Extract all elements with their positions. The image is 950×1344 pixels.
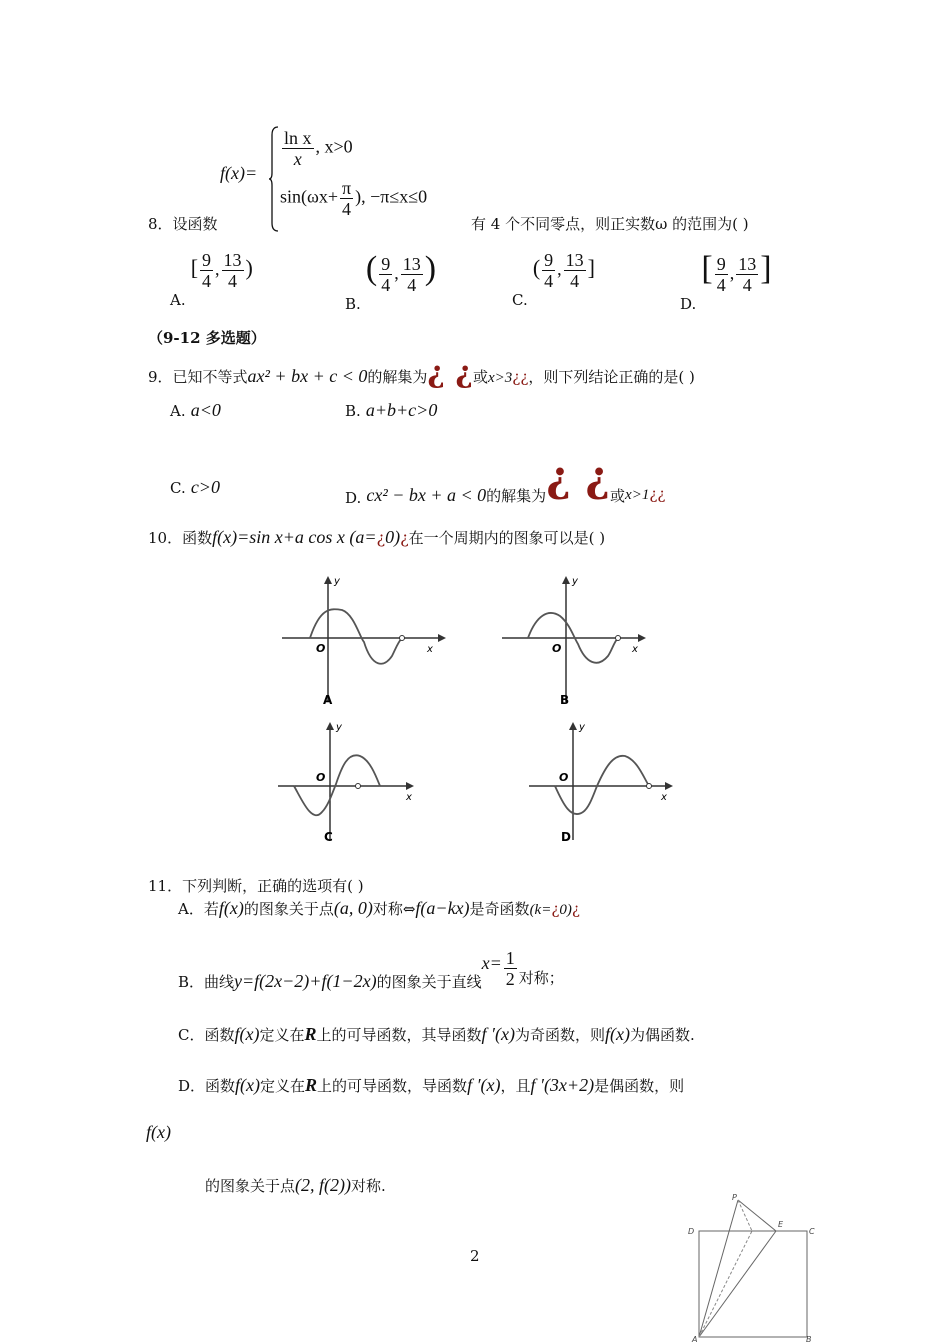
x-axis-label: x xyxy=(632,644,638,655)
q11-d-fx3: f(x) xyxy=(146,1122,171,1142)
q11-stem: 11．下列判断，正确的选项有( ) xyxy=(148,877,364,895)
q9-d-glyph2: ¿¿ xyxy=(649,485,666,503)
q8-tail: 有 4 个不同零点，则正实数ω 的范围为( ) xyxy=(471,215,749,233)
frac-num: 13 xyxy=(402,254,421,274)
q10-graph-d[interactable] xyxy=(527,720,697,850)
q11-a-pre: A．若 xyxy=(178,900,219,918)
frac-den: 4 xyxy=(407,275,417,295)
frac-den: 2 xyxy=(505,969,515,989)
q11-d-fp2: f ′(3x+2) xyxy=(530,1075,595,1095)
q11-c-pre: C．函数 xyxy=(178,1026,235,1044)
q10-expr: f(x)=sin x+a cos x (a= xyxy=(212,527,377,547)
q11-b-tail: 对称； xyxy=(518,969,564,987)
q8-option-c[interactable]: C. ( $\frac{9}{4}$ , $\frac{13}{4}$ ] xyxy=(512,250,595,309)
q11-b-x: x= xyxy=(481,953,502,973)
q11-c-odd: 为奇函数，则 xyxy=(514,1026,605,1044)
q11-c-r: R xyxy=(304,1024,317,1044)
point-b-label: B xyxy=(806,1335,812,1344)
point-e-label: E xyxy=(778,1220,784,1229)
q9-a-text: a<0 xyxy=(190,400,221,420)
frac-den: 4 xyxy=(228,271,238,291)
q8-case1 xyxy=(280,128,353,169)
y-axis-label: y xyxy=(572,576,578,587)
q11-option-d[interactable] xyxy=(178,1075,684,1096)
q11-d-even: 是偶函数，则 xyxy=(594,1077,685,1095)
option-label: D. xyxy=(345,489,362,507)
q9-mid: 的解集为 xyxy=(367,368,428,386)
bracket-close: ] xyxy=(760,250,772,287)
q11-a-k2: 0) xyxy=(559,902,572,918)
q10-glyph2: ¿ xyxy=(400,528,409,547)
q11-c-def: 定义在 xyxy=(259,1026,305,1044)
q8-option-a[interactable]: A. [ $\frac{9}{4}$ , $\frac{13}{4}$ ) xyxy=(170,250,253,309)
bracket-open: [ xyxy=(190,255,199,280)
option-label: D. xyxy=(680,295,697,313)
q10-stem xyxy=(148,527,605,548)
q9-stem xyxy=(148,355,695,390)
q11-c-tail: 为偶函数. xyxy=(629,1026,695,1044)
y-axis-label: y xyxy=(334,576,340,587)
q11-a-k: (k= xyxy=(529,902,552,918)
q11-d-mid: 上的可导函数，导函数 xyxy=(317,1077,468,1095)
q11-d-last: 的图象关于点 xyxy=(205,1177,296,1195)
origin-label: O xyxy=(552,642,562,655)
y-axis-label: y xyxy=(336,722,342,733)
q11-c-fx2: f(x) xyxy=(604,1024,630,1044)
q8-fx: f(x)= xyxy=(220,163,258,183)
q11-a-glyph: ¿ xyxy=(551,900,560,918)
q8-case1-den: x xyxy=(293,149,302,169)
bracket-close: ] xyxy=(587,255,595,280)
q11-b-expr: y=f(2x−2)+f(1−2x) xyxy=(234,971,377,991)
q11-d-point: (2, f(2)) xyxy=(295,1175,351,1195)
q11-b-mid: 的图象关于直线 xyxy=(376,973,482,991)
frac-den: 4 xyxy=(381,275,391,295)
page-number: 2 xyxy=(470,1247,480,1265)
q11-d-fp: f ′(x) xyxy=(467,1075,501,1095)
bracket-open: ( xyxy=(365,250,378,287)
q8-case2-four: 4 xyxy=(342,199,352,219)
q11-b-pre: B．曲线 xyxy=(178,973,235,991)
q9-option-a[interactable] xyxy=(170,400,221,421)
frac-num: 1 xyxy=(505,948,515,968)
q11-a-mid: 的图象关于点 xyxy=(243,900,334,918)
q11-option-a[interactable] xyxy=(178,898,580,919)
q10-graph-c[interactable] xyxy=(276,720,446,850)
option-label: C. xyxy=(170,479,186,497)
q11-d-continuation xyxy=(205,1175,386,1196)
q11-a-sym: 对称⇔ xyxy=(372,900,416,918)
q11-d-fx: f(x) xyxy=(235,1075,261,1095)
x-axis-label: x xyxy=(406,792,412,803)
q11-d-tail: 对称. xyxy=(351,1177,386,1195)
q9-glyph2: ¿¿ xyxy=(512,368,529,386)
q11-a-f2: f(a−kx) xyxy=(415,898,470,918)
q11-a-point: (a, 0) xyxy=(333,898,373,918)
graph-label-a: A xyxy=(323,693,333,707)
point-p-label: P xyxy=(732,1193,737,1202)
y-axis-label: y xyxy=(579,722,585,733)
q8-case1-num: ln x xyxy=(284,128,312,148)
q11-d-and: ，且 xyxy=(500,1077,531,1095)
q10-glyph: ¿ xyxy=(376,528,386,547)
q10-number: 10．函数 xyxy=(148,529,213,547)
section-heading: （9-12 多选题） xyxy=(148,329,266,347)
q8-case2 xyxy=(280,178,427,219)
q9-c-text: c>0 xyxy=(190,477,220,497)
frac-den: 4 xyxy=(202,271,212,291)
q11-option-c[interactable] xyxy=(178,1024,695,1045)
q8-case2-post: ), −π≤x≤0 xyxy=(355,186,428,207)
point-a-label: A xyxy=(692,1335,698,1344)
frac-num: 9 xyxy=(202,250,212,270)
frac-num: 13 xyxy=(565,250,584,270)
q9-cond: x>3 xyxy=(488,370,513,386)
q9-or: 或 xyxy=(472,368,488,386)
option-label: A. xyxy=(170,402,186,420)
q9-glyph: ¿ ¿ xyxy=(427,355,473,390)
origin-label: O xyxy=(316,642,326,655)
frac-num: 9 xyxy=(716,254,726,274)
q8-option-d[interactable]: D. [ $\frac{9}{4}$ , $\frac{13}{4}$ ] xyxy=(680,250,772,313)
q9-option-b[interactable] xyxy=(345,400,437,421)
graph-label-b: B xyxy=(560,693,570,707)
q9-number: 9．已知不等式 xyxy=(148,368,248,386)
q8-case2-pi: π xyxy=(342,178,352,198)
q9-d-text: cx² − bx + a < 0 xyxy=(366,485,487,505)
x-axis-label: x xyxy=(427,644,433,655)
bracket-open: [ xyxy=(701,250,713,287)
q11-c-fp: f ′(x) xyxy=(481,1024,515,1044)
q11-a-is: 是奇函数 xyxy=(469,900,530,918)
q9-tail: ，则下列结论正确的是( ) xyxy=(528,368,695,386)
frac-den: 4 xyxy=(570,271,580,291)
q10-tail: 在一个周期内的图象可以是( ) xyxy=(408,529,606,547)
point-d-label: D xyxy=(688,1227,695,1236)
q9-inequality: ax² + bx + c < 0 xyxy=(247,366,368,386)
q10-graph-b[interactable] xyxy=(500,572,670,712)
q8-option-b[interactable]: B. ( $\frac{9}{4}$ , $\frac{13}{4}$ ) xyxy=(345,250,437,313)
q8-case2-pre: sin(ωx+ xyxy=(280,186,338,207)
q9-d-cond: x>1 xyxy=(625,487,650,503)
q11-c-fx: f(x) xyxy=(234,1024,260,1044)
q11-a-glyph2: ¿ xyxy=(571,900,580,918)
option-label: B. xyxy=(345,295,361,313)
option-label: C. xyxy=(512,291,528,309)
q8-piecewise-brace xyxy=(268,125,280,233)
q11-d-def: 定义在 xyxy=(260,1077,306,1095)
option-label: A. xyxy=(170,291,186,309)
option-label: B. xyxy=(345,402,361,420)
frac-num: 13 xyxy=(223,250,242,270)
q11-d-r: R xyxy=(305,1075,318,1095)
geometry-figure xyxy=(682,1190,822,1344)
bracket-close: ) xyxy=(424,250,437,287)
q11-c-mid: 上的可导函数，其导函数 xyxy=(316,1026,482,1044)
q8-number: 8．设函数 xyxy=(148,215,218,233)
frac-den: 4 xyxy=(544,271,554,291)
q11-option-b[interactable] xyxy=(178,948,564,989)
origin-label: O xyxy=(316,771,326,784)
q9-option-d[interactable] xyxy=(345,452,666,507)
bracket-close: ) xyxy=(245,255,253,280)
frac-num: 9 xyxy=(381,254,391,274)
origin-label: O xyxy=(559,771,569,784)
q10-expr2: 0) xyxy=(385,527,401,547)
q8-case1-cond: , x>0 xyxy=(315,136,353,157)
q9-d-or: 或 xyxy=(610,487,626,505)
frac-num: 13 xyxy=(738,254,757,274)
q9-d-mid: 的解集为 xyxy=(486,487,547,505)
q10-graph-a[interactable] xyxy=(280,572,450,712)
graph-label-d: D xyxy=(561,830,571,844)
q9-b-text: a+b+c>0 xyxy=(365,400,438,420)
frac-den: 4 xyxy=(742,275,752,295)
q9-option-c[interactable] xyxy=(170,477,220,498)
graph-label-c: C xyxy=(324,830,333,844)
x-axis-label: x xyxy=(661,792,667,803)
q11-a-fx: f(x) xyxy=(218,898,244,918)
q9-d-glyph: ¿ ¿ xyxy=(546,452,611,501)
bracket-open: ( xyxy=(532,255,541,280)
point-c-label: C xyxy=(809,1227,815,1236)
frac-num: 9 xyxy=(544,250,554,270)
frac-den: 4 xyxy=(716,275,726,295)
q11-d-pre: D．函数 xyxy=(178,1077,236,1095)
